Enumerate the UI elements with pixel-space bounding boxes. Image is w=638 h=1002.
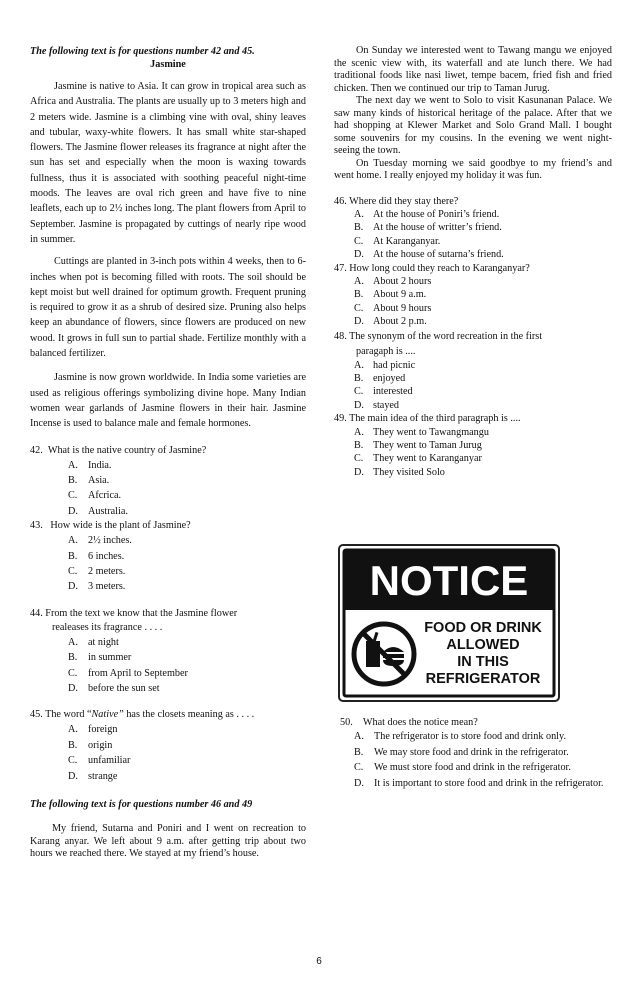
option-a[interactable]: A. at night (68, 636, 119, 648)
option-d[interactable]: D. strange (68, 770, 118, 782)
option-d[interactable]: D. stayed (354, 399, 400, 411)
reading1-paragraph-3: Jasmine is now grown worldwide. In India some varieties are used as religious offerings symbolizing divine hope. Many Indian women wear garlands of Jasmine flowers in their hair. Jasmine Incense is used to balance male and female hormones. (30, 372, 306, 430)
option-a[interactable]: A. 2½ inches. (68, 535, 132, 547)
option-a[interactable]: A. India. (68, 459, 112, 471)
options-42 (68, 458, 306, 520)
option-c[interactable]: C. unfamiliar (68, 755, 131, 767)
reading2-paragraph-4: On Tuesday morning we said goodbye to my friend’s and went home. I really enjoyed my holiday it was fun. (334, 157, 612, 181)
reading2-paragraph-3: The next day we went to Solo to visit Kasunanan Palace. We saw many kinds of historical heritage of the palace. After that we had shopping at Klewer Market and Solo Grand Mall. I bought some souvenirs for my cousins. In the evening we went night-seeing the town. (334, 95, 612, 156)
option-d[interactable]: D. They visited Solo (354, 466, 445, 478)
question-42 (30, 444, 306, 520)
option-c[interactable]: C. 2 meters. (68, 565, 126, 577)
reading1-title: Jasmine (150, 59, 186, 70)
question-number: 43. (30, 520, 43, 532)
option-d[interactable]: D. At the house of sutarna’s friend. (354, 249, 504, 261)
option-c[interactable]: C. Afcrica. (68, 490, 122, 502)
option-b[interactable]: B. We may store food and drink in the refrigerator. (354, 746, 569, 758)
option-d[interactable]: D. Australia. (68, 505, 128, 517)
question-number: 44. (30, 607, 43, 619)
question-text: The synonym of the word recreation in the first (349, 330, 543, 342)
options-45 (68, 722, 306, 784)
option-c[interactable]: C. from April to September (68, 667, 188, 679)
question-text-continued: realeases its fragrance . . . . (52, 621, 163, 633)
question-text: Where did they stay there? (349, 195, 459, 207)
option-c[interactable]: C. interested (354, 386, 413, 398)
question-50: 50. What does the notice mean? A. The refrigerator is to store food and drink only. B. We may store food and drink in the refrigerator. C. We must store food and drink in the refrigerator. D. It is important to store food and drink in the refrigerator. (334, 716, 612, 791)
question-text: How long could they reach to Karanganyar? (349, 262, 530, 274)
option-d[interactable]: D. before the sun set (68, 683, 160, 694)
option-a[interactable]: A. They went to Tawangmangu (354, 426, 489, 438)
notice-sign (338, 544, 560, 702)
option-a[interactable]: A. had picnic (354, 359, 416, 371)
question-48: 48. The synonym of the word recreation in the first paragaph is .... A. had picnic B. enjoyed C. interested D. stayed (334, 329, 612, 413)
option-d[interactable]: D. About 2 p.m. (354, 316, 427, 328)
notice-line-2: ALLOWED (446, 637, 520, 653)
question-44 (30, 607, 306, 697)
option-c[interactable]: C. They went to Karanganyar (354, 453, 482, 465)
questions-46-49 (334, 195, 612, 480)
question-text: The main idea of the third paragraph is .... (349, 413, 521, 425)
reading1-paragraph-2: Cuttings are planted in 3-inch pots within 4 weeks, then to 6-inches when pot is becoming filled with roots. The soil should be kept moist but well drained for optimum growth. Frequent pruning is required to grow it as a shrub of desired size. Pruning also helps keep an abundance of flowers, since flowers are produced on new wood. It grows in full sun to partial shade. Fertilize monthly with a balanced fertilizer. (30, 256, 306, 360)
question-text-after: has the closets meaning as . . . . (123, 709, 255, 721)
option-d[interactable]: D. 3 meters. (68, 581, 126, 593)
notice-line-1: FOOD OR DRINK (424, 620, 542, 636)
options-43 (68, 533, 306, 595)
question-text: What does the notice mean? (362, 717, 478, 728)
notice-line-4: REFRIGERATOR (425, 671, 541, 687)
reading1-heading: The following text is for questions number 42 and 45. (30, 46, 255, 57)
option-b[interactable]: B. Asia. (68, 474, 110, 486)
question-text: What is the native country of Jasmine? (47, 444, 207, 456)
reading2-paragraph-2: On Sunday we interested went to Tawang mangu we enjoyed the scenic view with, its waterfall and ate lunch there. We had traditional foods like nasi liwet, tempe bacem, fried fish and fried chicken. Then we continued our trip to Taman Jurug. (334, 45, 612, 94)
question-text-continued: paragaph is .... (356, 345, 416, 357)
question-45 (30, 708, 306, 784)
option-b[interactable]: B. in summer (68, 652, 132, 664)
question-keyword: Native” (91, 709, 124, 721)
option-b[interactable]: B. They went to Taman Jurug (354, 440, 482, 451)
page-number: 6 (316, 956, 322, 967)
option-b[interactable]: B. origin (68, 739, 113, 751)
reading2-heading: The following text is for questions number 46 and 49 (30, 799, 253, 811)
question-number: 42. (30, 444, 43, 456)
question-43 (30, 519, 306, 595)
option-c[interactable]: C. We must store food and drink in the refrigerator. (354, 762, 571, 773)
reading1-paragraph-1: Jasmine is native to Asia. It can grow in tropical area such as Africa and Australia. The plants are usually up to 3 meters high and 2 meters wide. Jasmine is a climbing vine with oval, shiny leaves and tubular, waxy-white flowers. It has small white star-shaped flowers. The Jasmine flower releases its fragrance at night after the sun has set and especially when the moon is waxing towards fullness, thus it is associated with soothing peaceful night-time moods. The leaves are oval rich green and have five to nine leaflets, each up to 2½ inches long. The plant flowers from April to September. Jasmine is propagated by cuttings of nearly ripe wood in summer. (30, 81, 306, 245)
reading2-paragraph-1: My friend, Sutarna and Poniri and I went on recreation to Karang anyar. We left about 9 a.m. after getting trip about two hours we reached there. We stayed at my friend’s house. (30, 823, 306, 860)
option-b[interactable]: B. At the house of writter’s friend. (354, 222, 502, 234)
left-column (30, 0, 306, 861)
option-a[interactable]: A. At the house of Poniri’s friend. (354, 208, 500, 220)
question-text-before: The word “ (45, 709, 92, 721)
option-d[interactable]: D. It is important to store food and drink in the refrigerator. (354, 777, 604, 789)
question-number: 45. (30, 709, 43, 721)
question-47: 47. How long could they reach to Karanganyar? A. About 2 hours B. About 9 a.m. C. About 9 hours D. About 2 p.m. (334, 262, 612, 329)
option-c[interactable]: C. At Karanganyar. (354, 235, 441, 247)
option-b[interactable]: B. 6 inches. (68, 550, 125, 562)
options-44 (68, 635, 306, 697)
option-c[interactable]: C. About 9 hours (354, 302, 432, 314)
option-a[interactable]: A. foreign (68, 724, 118, 736)
question-46: 46. Where did they stay there? A. At the house of Poniri’s friend. B. At the house of writter’s friend. C. At Karanganyar. D. At the house of sutarna’s friend. (334, 195, 612, 262)
option-b[interactable]: B. enjoyed (354, 372, 406, 384)
notice-line-3: IN THIS (457, 654, 509, 670)
question-text: From the text we know that the Jasmine flower (45, 607, 238, 619)
option-a[interactable]: A. The refrigerator is to store food and drink only. (354, 731, 566, 742)
option-b[interactable]: B. About 9 a.m. (354, 289, 427, 301)
notice-title: NOTICE (369, 557, 529, 604)
question-text: How wide is the plant of Jasmine? (50, 520, 191, 532)
question-49: 49. The main idea of the third paragraph is .... A. They went to Tawangmangu B. They went to Taman Jurug C. They went to Karanganyar D. They visited Solo (334, 412, 612, 479)
option-a[interactable]: A. About 2 hours (354, 275, 432, 287)
